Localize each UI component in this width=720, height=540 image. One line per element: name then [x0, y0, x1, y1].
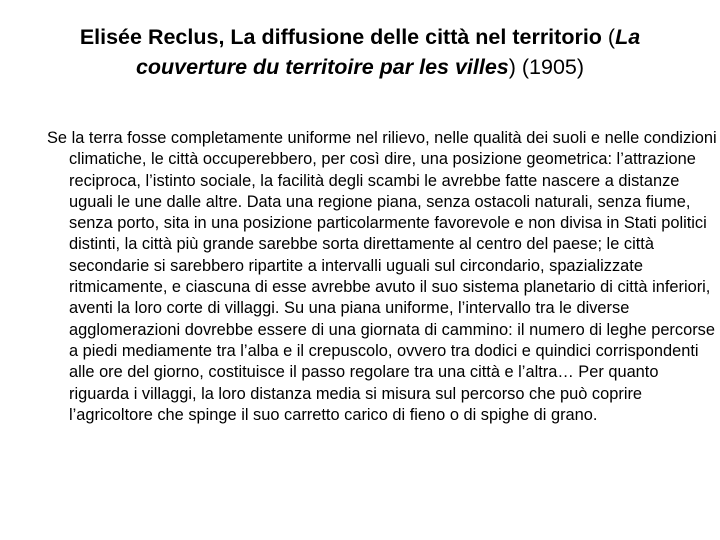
- title-paren-open: (: [601, 25, 616, 49]
- title-author-and-topic: Elisée Reclus, La diffusione delle città nel territorio: [79, 25, 602, 49]
- body-paragraph: Se la terra fosse completamente uniforme nel rilievo, nelle qualità dei suoli e nelle condizioni climatiche, le città occuperebbero, per così dire, una posizione geometrica: l’attrazione reciproca, l’istinto sociale, la facilità degli scambi le avrebbe fatte nascere a distanze uguali le une dalle altre. Data una regione piana, senza ostacoli naturali, senza fiume, senza porto, sita in una posizione particolarmente favorevole e non divisa in Stati politici distinti, la città più grande sarebbe sorta direttamente al centro del paese; le città secondarie si sarebbero ripartite a intervalli uguali sul circondario, spazializzate ritmicamente, e ciascuna di esse avrebbe avuto il suo sistema planetario di città inferiori, aventi la loro corte di villaggi. Su una piana uniforme, l’intervallo tra le diverse agglomerazioni dovrebbe essere di una giornata di cammino: il numero di leghe percorse a piedi mediamente tra l’alba e il crepuscolo, ovvero tra dodici e quindici corrispondenti alle ore del giorno, costituisce il passo regolare tra una città e l’altra… Per quanto riguarda i villaggi, la loro distanza media si misura sul percorso che può coprire l’agricoltore che spinge il suo carretto carico di fieno o di spighe di grano.: [47, 129, 717, 424]
- title-original-french-title: La couverture du territoire par les villes: [135, 25, 641, 79]
- title-paren-close-year: ) (1905): [508, 55, 585, 79]
- slide-title: [30, 22, 690, 82]
